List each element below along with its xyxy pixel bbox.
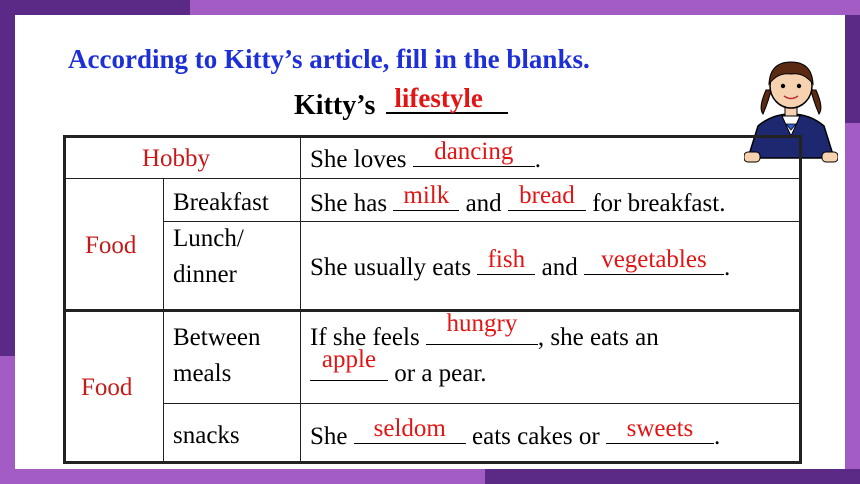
frame-left-bottom	[0, 356, 15, 484]
frame-left-top	[0, 15, 15, 356]
blank-milk: milk	[393, 190, 459, 211]
food-label-1: Food	[85, 232, 137, 259]
frame-top-right	[190, 0, 860, 15]
lifestyle-table	[63, 135, 802, 464]
title-prefix: Kitty’s	[294, 90, 376, 121]
food-label-2: Food	[81, 374, 133, 401]
between-meals-label: Between meals	[173, 324, 261, 388]
breakfast-label: Breakfast	[173, 189, 269, 216]
blank-seldom: seldom	[354, 423, 466, 444]
lunch-sentence: She usually eats fish and vegetables .	[310, 246, 731, 281]
blank-hobby: dancing	[413, 146, 535, 167]
blank-sweets: sweets	[606, 423, 714, 444]
breakfast-sentence: She has milk and bread for breakfast.	[310, 182, 726, 217]
title-blank	[386, 83, 508, 114]
blank-fish: fish	[477, 254, 535, 275]
title-answer: lifestyle	[394, 83, 483, 113]
hobby-label: Hobby	[142, 145, 211, 172]
frame-right-bottom	[845, 123, 860, 484]
lunch-label: Lunch/ dinner	[173, 225, 244, 289]
blank-hungry: hungry	[426, 324, 538, 345]
table-title	[294, 83, 508, 122]
instruction-heading: According to Kitty’s article, fill in the blanks.	[68, 44, 590, 74]
frame-top-left	[0, 0, 190, 15]
blank-vegetables: vegetables	[584, 254, 724, 275]
hobby-sentence: She loves dancing .	[310, 138, 542, 173]
frame-right-top	[845, 15, 860, 123]
frame-bottom-left	[0, 469, 485, 484]
blank-apple: apple	[310, 360, 388, 381]
blank-bread: bread	[508, 190, 586, 211]
frame-bottom-right	[485, 469, 860, 484]
snacks-label: snacks	[173, 422, 240, 449]
snacks-sentence: She seldom eats cakes or sweets .	[310, 415, 721, 450]
between-meals-sentence: If she feels hungry , she eats an apple or a pear.	[310, 309, 659, 388]
